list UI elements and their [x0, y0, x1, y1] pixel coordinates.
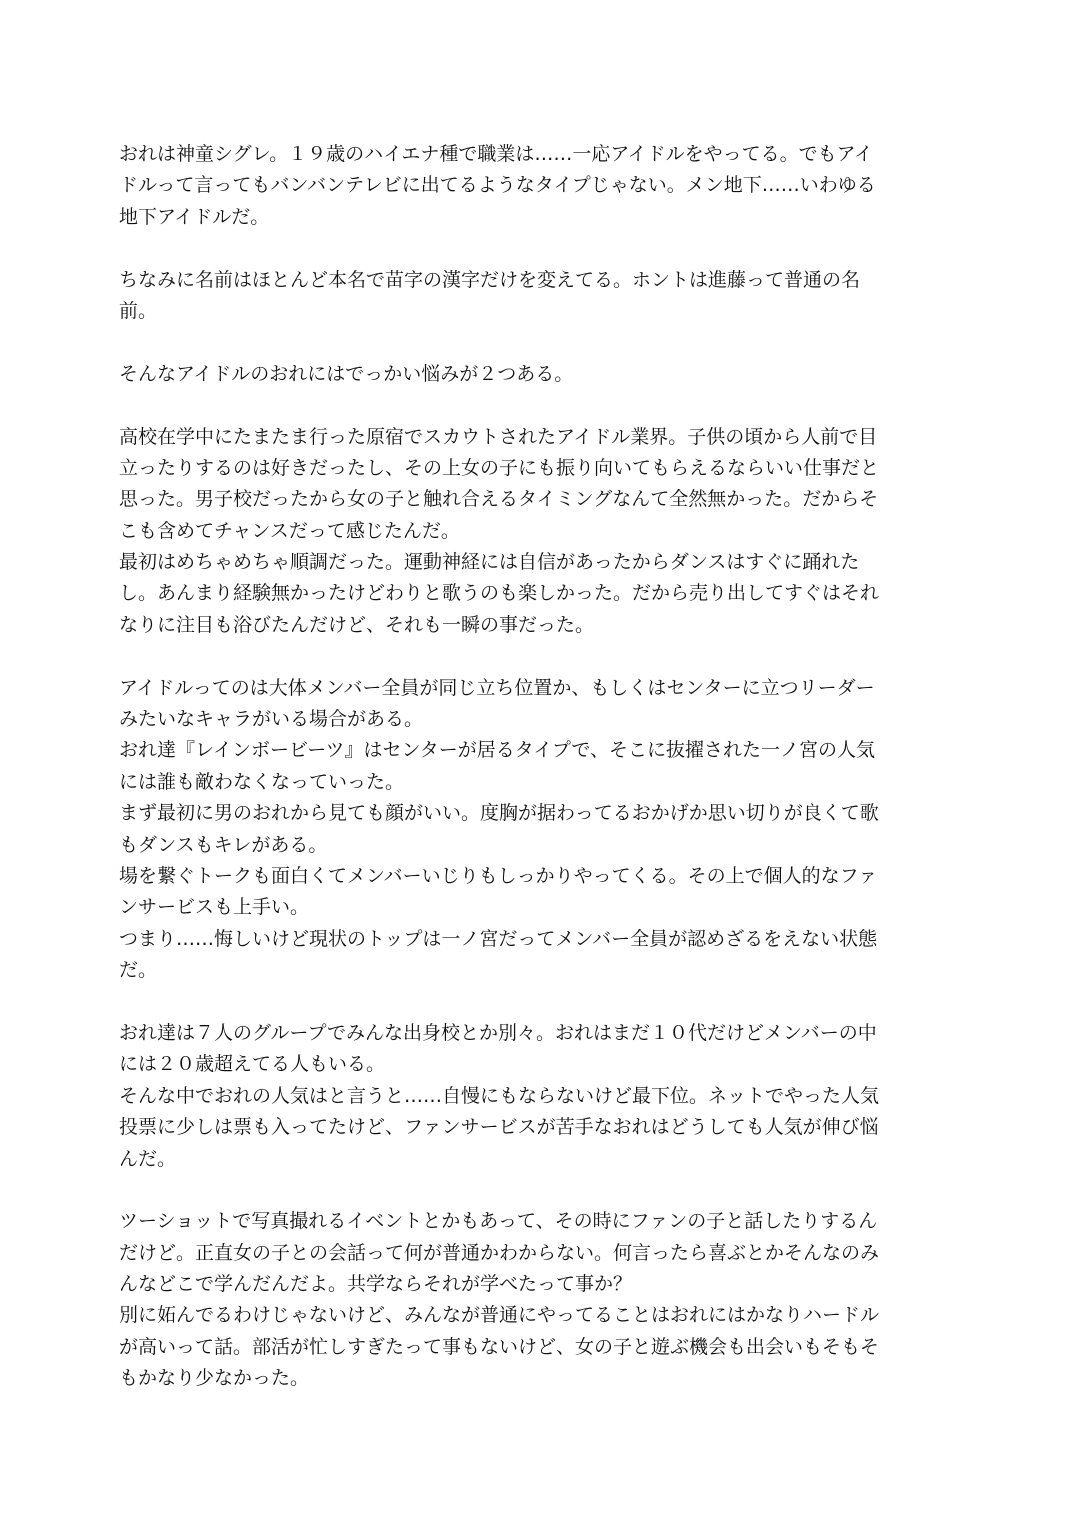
text-line: なりに注目も浴びたんだけど、それも一瞬の事だった。 [119, 613, 595, 636]
text-line: おれ達『レインボービーツ』はセンターが居るタイプで、そこに抜擢された一ノ宮の人気 [119, 739, 876, 762]
text-line: もかなり少なかった。 [119, 1367, 310, 1390]
text-line: だけど。正直女の子との会話って何が普通かわからない。何言ったら喜ぶとかそんなのみ [119, 1241, 880, 1264]
text-line: こも含めてチャンスだって感じたんだ。 [119, 519, 460, 542]
text-line: 場を繋ぐトークも面白くてメンバーいじりもしっかりやってくる。その上で個人的なファ [119, 864, 878, 887]
text-line: 最初はめちゃめちゃ順調だった。運動神経には自信があったからダンスはすぐに踊れた [119, 551, 860, 574]
text-line: おれは神童シグレ。１９歳のハイエナ種で職業は……一応アイドルをやってる。でもアイ [119, 143, 873, 165]
paragraph-gap [119, 1175, 959, 1206]
text-line: つまり……悔しいけど現状のトップは一ノ宮だってメンバー全員が認めざるをえない状態 [119, 927, 878, 950]
text-line: もダンスもキレがある。 [119, 833, 328, 856]
text-line: には２０歳超えてる人もいる。 [119, 1053, 386, 1076]
paragraph-gap [119, 641, 959, 672]
text-line: ドルって言ってもバンバンテレビに出てるようなタイプじゃない。メン地下……いわゆる [119, 174, 876, 197]
text-line: 思った。男子校だったから女の子と触れ合えるタイミングなんて全然無かった。だからそ [119, 488, 879, 511]
text-line: だ。 [119, 959, 158, 982]
text-line: みたいなキャラがいる場合がある。 [119, 708, 424, 731]
text-line: 投票に少しは票も入ってたけど、ファンサービスが苦手なおれはどうしても人気が伸び悩 [119, 1116, 879, 1139]
text-line: 立ったりするのは好きだったし、その上女の子にも振り向いてもらえるならいい仕事だと [119, 456, 880, 479]
text-line: んなどこで学んだんだよ。共学ならそれが学べたって事か？ [119, 1273, 633, 1296]
text-line: ちなみに名前はほとんど本名で苗字の漢字だけを変えてる。ホントは進藤って普通の名 [119, 268, 861, 291]
text-line: には誰も敵わなくなっていった。 [119, 770, 405, 793]
paragraph-gap [119, 233, 959, 264]
text-line: おれ達は７人のグループでみんな出身校とか別々。おれはまだ１０代だけどメンバーの中 [119, 1021, 877, 1044]
text-line: アイドルってのは大体メンバー全員が同じ立ち位置か、もしくはセンターに立つリーダー [119, 676, 875, 699]
text-line: ツーショットで写真撮れるイベントとかもあって、その時にファンの子と話したりするん [119, 1210, 878, 1233]
paragraph-gap [119, 390, 959, 421]
text-line: 前。 [119, 299, 158, 322]
text-line: 地下アイドルだ。 [119, 205, 270, 228]
text-line: そんなアイドルのおれにはでっかい悩みが２つある。 [119, 362, 574, 385]
text-line: まず最初に男のおれから見ても顔がいい。度胸が据わってるおかげか思い切りが良くて歌 [119, 802, 879, 825]
text-line: んだ。 [119, 1147, 177, 1170]
text-line: そんな中でおれの人気はと言うと……自慢にもならないけど最下位。ネットでやった人気 [119, 1084, 880, 1107]
paragraph-gap [119, 987, 959, 1018]
text-line: 別に妬んでるわけじゃないけど、みんなが普通にやってることはおれにはかなりハードル [119, 1304, 880, 1327]
body-text [119, 139, 959, 1395]
paragraph-gap [119, 327, 959, 358]
text-line: 高校在学中にたまたま行った原宿でスカウトされたアイドル業界。子供の頃から人前で目 [119, 425, 878, 448]
text-line: ンサービスも上手い。 [119, 896, 310, 919]
text-line: が高いって話。部活が忙しすぎたって事もないけど、女の子と遊ぶ機会も出会いもそもそ [119, 1335, 880, 1358]
text-line: し。あんまり経験無かったけどわりと歌うのも楽しかった。だから売り出してすぐはそれ [119, 582, 880, 605]
